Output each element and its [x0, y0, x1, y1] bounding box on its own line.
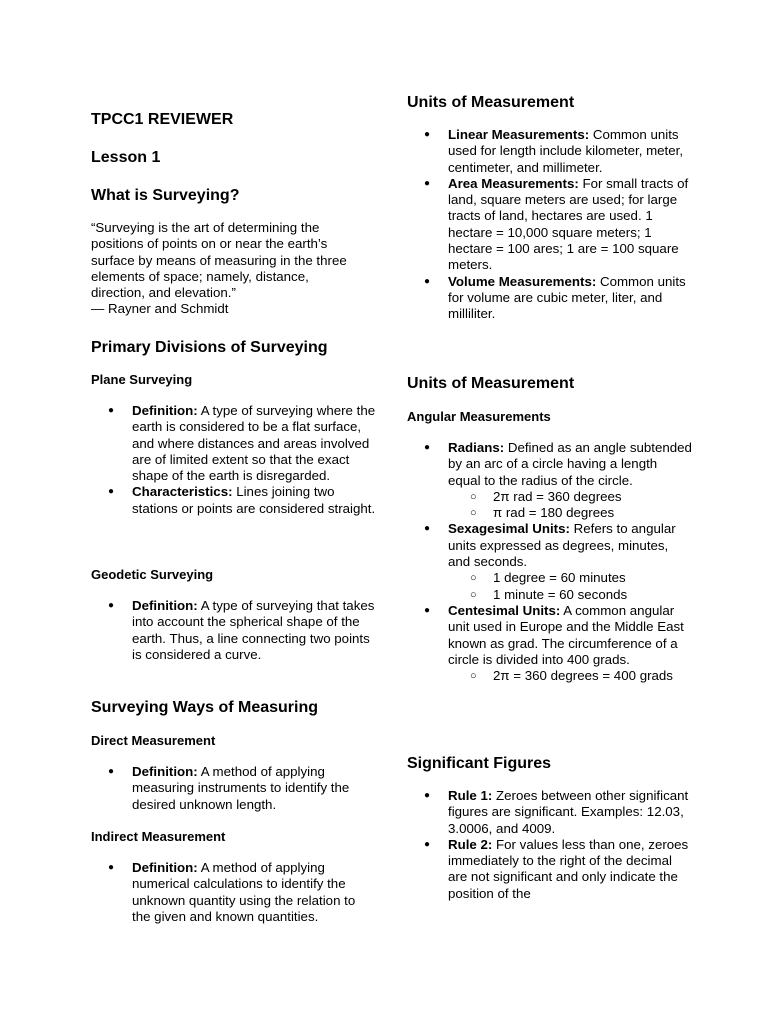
surveying-definition-quote [91, 220, 366, 318]
bullet-term: Rule 1: [448, 788, 493, 803]
bullet-text: A method of applying numerical calculations to identify the unknown quantity using the relation to the given and known quantities. [132, 860, 356, 924]
radians-sublist [448, 489, 693, 522]
document-title: TPCC1 REVIEWER [91, 111, 234, 128]
plane-surveying-heading: Plane Surveying [91, 372, 193, 387]
list-item [403, 788, 693, 837]
plane-surveying-list [87, 403, 377, 517]
list-item [87, 598, 377, 663]
list-item [403, 837, 693, 902]
list-item [87, 860, 377, 925]
quote-text: “Surveying is the art of determining the positions of points on or near the earth’s surface by means of measuring in the three elements of space; namely, distance, direction, and elevation.” [91, 220, 347, 301]
list-item [403, 176, 693, 274]
bullet-text: A common angular unit used in Europe and the Middle East known as grad. The circumference of a circle is divided into 400 grads. [448, 602, 684, 667]
bullet-text: A method of applying measuring instruments to identify the desired unknown length. [132, 764, 350, 812]
significant-figures-list [403, 788, 693, 902]
bullet-term: Linear Measurements: [448, 127, 590, 142]
units-of-measurement-heading: Units of Measurement [407, 94, 575, 111]
sub-list-item: ○ 1 minute = 60 seconds [448, 587, 693, 603]
significant-figures-heading: Significant Figures [407, 755, 552, 772]
bullet-term: Definition: [132, 403, 198, 418]
indirect-measurement-heading: Indirect Measurement [91, 829, 226, 844]
bullet-text: Lines joining two stations or points are considered straight. [132, 484, 376, 516]
sub-list-item: ○ 1 degree = 60 minutes [448, 570, 693, 586]
list-item [403, 521, 693, 602]
angular-measurements-list [403, 440, 693, 684]
geodetic-surveying-list [87, 598, 377, 663]
bullet-text: Common units used for length include kilometer, meter, centimeter, and millimeter. [448, 127, 684, 175]
primary-divisions-heading: Primary Divisions of Surveying [91, 339, 328, 356]
indirect-measurement-list [87, 860, 377, 925]
sub-list-item: ○ 2π rad = 360 degrees [448, 489, 693, 505]
bullet-text: Refers to angular units expressed as degrees, minutes, and seconds. [448, 521, 676, 570]
units-list [403, 127, 693, 323]
quote-author: — Rayner and Schmidt [91, 301, 229, 317]
angular-measurements-heading: Angular Measurements [407, 409, 551, 424]
geodetic-surveying-heading: Geodetic Surveying [91, 567, 214, 582]
bullet-term: Characteristics: [132, 484, 233, 500]
list-item [403, 127, 693, 176]
bullet-text: For values less than one, zeroes immediately to the right of the decimal are not significant and only indicate the position of the [448, 836, 689, 901]
list-item [403, 274, 693, 323]
what-is-surveying-heading: What is Surveying? [91, 187, 240, 204]
bullet-term: Definition: [132, 764, 198, 779]
bullet-text: Common units for volume are cubic meter, liter, and milliliter. [448, 273, 686, 322]
bullet-text: A type of surveying where the earth is considered to be a flat surface, and where distances and areas involved are of limited extent so that the exact shape of the earth is disregarded. [132, 403, 376, 484]
direct-measurement-heading: Direct Measurement [91, 733, 216, 748]
bullet-term: Centesimal Units: [448, 602, 561, 618]
bullet-term: Rule 2: [448, 836, 493, 852]
sexagesimal-sublist [448, 570, 693, 603]
bullet-term: Volume Measurements: [448, 273, 597, 289]
bullet-term: Area Measurements: [448, 175, 579, 191]
list-item [87, 403, 377, 484]
ways-of-measuring-heading: Surveying Ways of Measuring [91, 699, 319, 716]
units-of-measurement-heading-2: Units of Measurement [407, 375, 575, 392]
centesimal-sublist [448, 668, 693, 684]
bullet-text: A type of surveying that takes into account the spherical shape of the earth. Thus, a line connecting two points is considered a curve. [132, 598, 375, 662]
direct-measurement-list [87, 764, 377, 813]
sub-list-item: ○ 2π = 360 degrees = 400 grads [448, 668, 693, 684]
lesson-heading: Lesson 1 [91, 149, 161, 166]
bullet-term: Sexagesimal Units: [448, 521, 570, 537]
list-item [403, 603, 693, 684]
sub-list-item: ○ π rad = 180 degrees [448, 505, 693, 521]
bullet-term: Definition: [132, 860, 198, 875]
bullet-term: Radians: [448, 440, 505, 455]
bullet-text: For small tracts of land, square meters are used; for large tracts of land, hectares are used. 1 hectare = 10,000 square meters; 1 hectare = 100 ares; 1 are = 100 square meters. [448, 175, 689, 273]
list-item [87, 764, 377, 813]
list-item [403, 440, 693, 521]
bullet-text: Zeroes between other significant figures are significant. Examples: 12.03, 3.0006, and 4009. [448, 788, 689, 836]
list-item [87, 484, 377, 517]
bullet-term: Definition: [132, 598, 198, 613]
bullet-text: Defined as an angle subtended by an arc of a circle having a length equal to the radius of the circle. [448, 440, 692, 488]
